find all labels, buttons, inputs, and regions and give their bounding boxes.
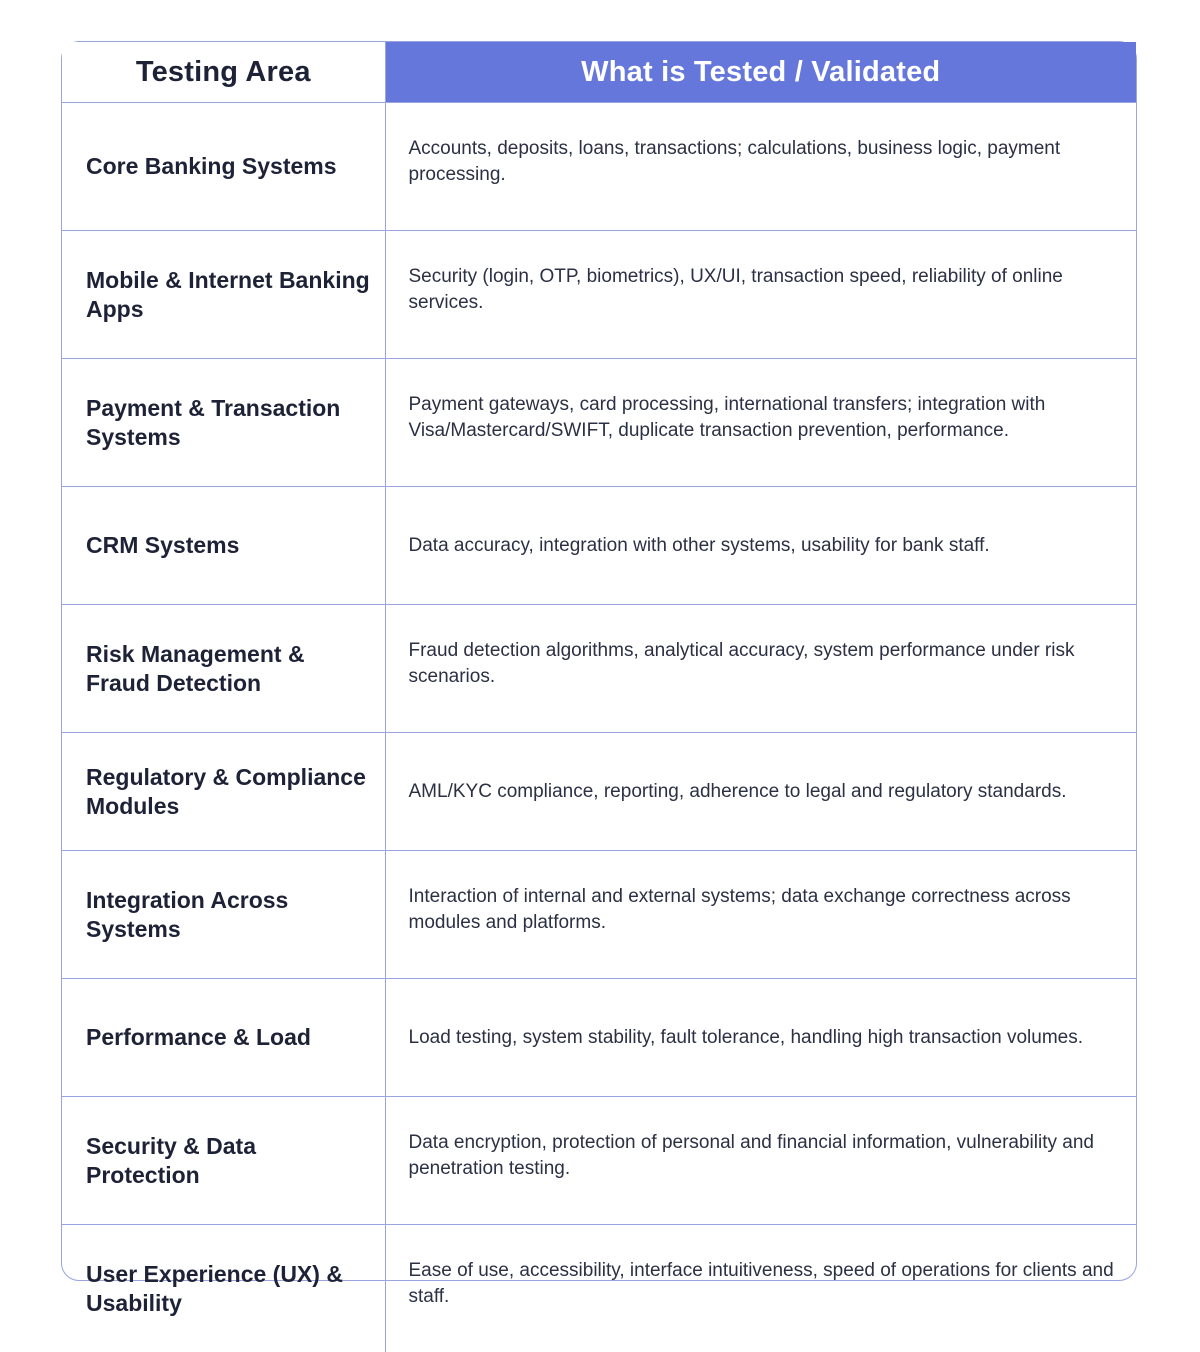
table [62, 42, 1136, 1352]
description-cell: Payment gateways, card processing, international transfers; integration with Visa/Mastercard/SWIFT, duplicate transaction prevention, performance. [385, 359, 1136, 487]
header-testing-area: Testing Area [62, 42, 385, 103]
table-row [62, 605, 1136, 733]
description-cell: Ease of use, accessibility, interface intuitiveness, speed of operations for clients and staff. [385, 1225, 1136, 1352]
description-cell: Security (login, OTP, biometrics), UX/UI, transaction speed, reliability of online services. [385, 231, 1136, 359]
description-cell: Fraud detection algorithms, analytical accuracy, system performance under risk scenarios. [385, 605, 1136, 733]
description-cell: Interaction of internal and external systems; data exchange correctness across modules and platforms. [385, 851, 1136, 979]
description-cell: Load testing, system stability, fault tolerance, handling high transaction volumes. [385, 979, 1136, 1097]
testing-area-cell: Payment & Transaction Systems [62, 359, 385, 487]
testing-area-cell: CRM Systems [62, 487, 385, 605]
table-row [62, 103, 1136, 231]
header-what-is-tested: What is Tested / Validated [385, 42, 1136, 103]
table-body [62, 103, 1136, 1352]
table-row [62, 487, 1136, 605]
testing-area-cell: Security & Data Protection [62, 1097, 385, 1225]
testing-area-cell: Mobile & Internet Banking Apps [62, 231, 385, 359]
testing-area-cell: Risk Management & Fraud Detection [62, 605, 385, 733]
table-row [62, 1225, 1136, 1352]
testing-area-cell: Core Banking Systems [62, 103, 385, 231]
testing-area-cell: Performance & Load [62, 979, 385, 1097]
description-cell: Data accuracy, integration with other systems, usability for bank staff. [385, 487, 1136, 605]
table-header [62, 42, 1136, 103]
table-row [62, 1097, 1136, 1225]
table-row [62, 733, 1136, 851]
testing-area-cell: Regulatory & Compliance Modules [62, 733, 385, 851]
table-row [62, 231, 1136, 359]
description-cell: AML/KYC compliance, reporting, adherence to legal and regulatory standards. [385, 733, 1136, 851]
table-row [62, 851, 1136, 979]
description-cell: Accounts, deposits, loans, transactions; calculations, business logic, payment processing. [385, 103, 1136, 231]
testing-areas-table [61, 41, 1137, 1281]
testing-area-cell: User Experience (UX) & Usability [62, 1225, 385, 1352]
table-row [62, 359, 1136, 487]
header-row [62, 42, 1136, 103]
description-cell: Data encryption, protection of personal and financial information, vulnerability and penetration testing. [385, 1097, 1136, 1225]
table-row [62, 979, 1136, 1097]
testing-area-cell: Integration Across Systems [62, 851, 385, 979]
